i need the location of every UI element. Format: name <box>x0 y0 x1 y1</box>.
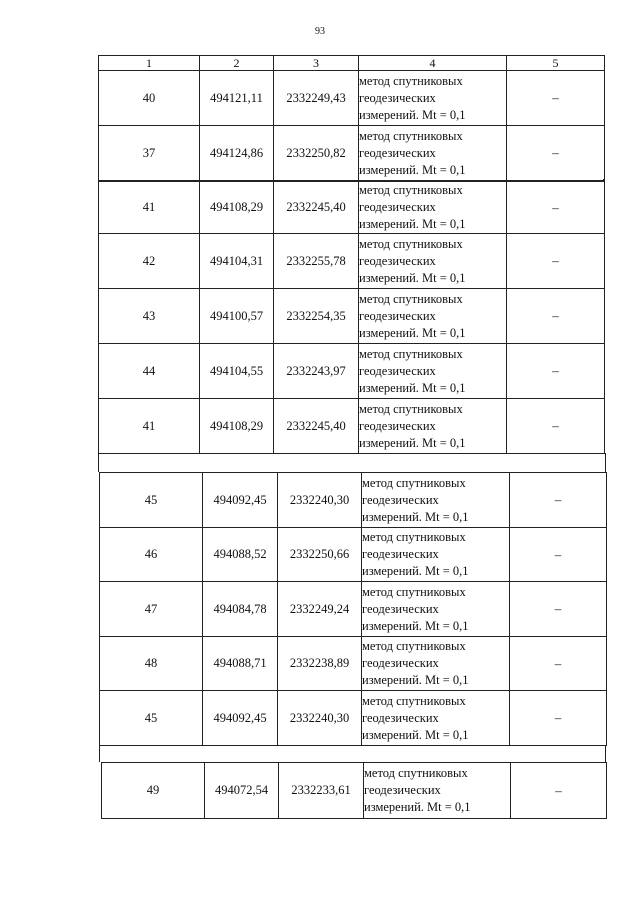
point-number-cell: 45 <box>100 691 203 746</box>
method-line: измерений. Mt = 0,1 <box>362 564 469 578</box>
method-line: измерений. Mt = 0,1 <box>362 509 469 524</box>
table-row <box>100 637 607 691</box>
method-cell <box>362 473 510 528</box>
coordinate-y-cell: 2332245,40 <box>274 399 359 454</box>
method-line: измерений. Mt = 0,1 <box>359 325 466 340</box>
method-cell <box>359 344 507 399</box>
column-number-5: 5 <box>507 56 605 71</box>
column-number-1: 1 <box>99 56 200 71</box>
method-line: метод спутниковых <box>359 183 463 197</box>
accuracy-dash-cell: – <box>510 691 607 746</box>
point-number-cell: 48 <box>100 637 203 691</box>
coordinates-table-segment <box>101 762 607 819</box>
method-cell <box>362 528 510 582</box>
method-line: метод спутниковых <box>362 530 466 544</box>
section-separator-row <box>99 745 606 762</box>
coordinate-x-cell: 494104,55 <box>200 344 274 399</box>
table-row <box>99 126 605 181</box>
method-cell <box>359 126 507 181</box>
method-cell <box>362 691 510 746</box>
method-line: метод спутниковых <box>359 401 463 416</box>
table-row <box>99 289 605 344</box>
accuracy-dash-cell: – <box>510 473 607 528</box>
method-line: измерений. Mt = 0,1 <box>362 618 469 633</box>
point-number-cell: 41 <box>99 182 200 234</box>
method-line: метод спутниковых <box>362 584 466 599</box>
table-row <box>99 182 605 234</box>
coordinate-x-cell: 494100,57 <box>200 289 274 344</box>
method-line: геодезических <box>359 363 436 378</box>
method-line: измерений. Mt = 0,1 <box>359 380 466 395</box>
accuracy-dash-cell: – <box>510 528 607 582</box>
table-row <box>99 344 605 399</box>
method-line: метод спутниковых <box>359 236 463 251</box>
accuracy-dash-cell: – <box>507 182 605 234</box>
method-line: измерений. Mt = 0,1 <box>359 435 466 450</box>
method-line: метод спутниковых <box>362 693 466 708</box>
coordinate-x-cell: 494108,29 <box>200 182 274 234</box>
method-line: измерений. Mt = 0,1 <box>359 162 466 177</box>
method-line: метод спутниковых <box>359 291 463 306</box>
method-line: геодезических <box>362 547 439 561</box>
table-row <box>100 691 607 746</box>
method-line: геодезических <box>359 200 436 214</box>
coordinates-table-segment <box>98 181 605 454</box>
method-line: геодезических <box>359 308 436 323</box>
point-number-cell: 43 <box>99 289 200 344</box>
method-line: геодезических <box>362 601 439 616</box>
table-row <box>100 528 607 582</box>
coordinate-y-cell: 2332249,24 <box>278 582 362 637</box>
table-row <box>100 582 607 637</box>
method-line: метод спутниковых <box>362 639 466 653</box>
method-cell <box>362 637 510 691</box>
coordinate-y-cell: 2332255,78 <box>274 234 359 289</box>
coordinate-x-cell: 494108,29 <box>200 399 274 454</box>
method-line: измерений. Mt = 0,1 <box>359 217 466 231</box>
coordinate-y-cell: 2332249,43 <box>274 71 359 126</box>
point-number-cell: 46 <box>100 528 203 582</box>
coordinate-x-cell: 494092,45 <box>203 691 278 746</box>
point-number-cell: 49 <box>102 763 205 819</box>
coordinate-x-cell: 494088,71 <box>203 637 278 691</box>
coordinate-x-cell: 494084,78 <box>203 582 278 637</box>
method-line: измерений. Mt = 0,1 <box>359 107 466 122</box>
coordinate-x-cell: 494104,31 <box>200 234 274 289</box>
method-line: геодезических <box>359 418 436 433</box>
method-cell <box>359 71 507 126</box>
coordinate-y-cell: 2332240,30 <box>278 691 362 746</box>
coordinate-y-cell: 2332254,35 <box>274 289 359 344</box>
method-line: измерений. Mt = 0,1 <box>362 727 469 742</box>
column-number-4: 4 <box>359 56 507 71</box>
coordinate-y-cell: 2332245,40 <box>274 182 359 234</box>
accuracy-dash-cell: – <box>511 763 607 819</box>
method-cell <box>359 399 507 454</box>
method-line: геодезических <box>359 145 436 160</box>
method-line: геодезических <box>362 710 439 725</box>
accuracy-dash-cell: – <box>507 344 605 399</box>
point-number-cell: 47 <box>100 582 203 637</box>
coordinate-x-cell: 494092,45 <box>203 473 278 528</box>
column-number-2: 2 <box>200 56 274 71</box>
method-cell <box>359 234 507 289</box>
method-line: метод спутниковых <box>364 766 468 780</box>
method-line: метод спутниковых <box>359 128 463 143</box>
method-cell <box>362 582 510 637</box>
table-row <box>99 234 605 289</box>
point-number-cell: 45 <box>100 473 203 528</box>
method-line: геодезических <box>362 656 439 670</box>
method-line: метод спутниковых <box>359 73 463 88</box>
coordinate-x-cell: 494121,11 <box>200 71 274 126</box>
accuracy-dash-cell: – <box>507 234 605 289</box>
coordinate-y-cell: 2332243,97 <box>274 344 359 399</box>
page-number: 93 <box>315 26 325 37</box>
table-row <box>99 399 605 454</box>
table-row <box>99 71 605 126</box>
accuracy-dash-cell: – <box>507 399 605 454</box>
method-line: геодезических <box>359 90 436 105</box>
point-number-cell: 40 <box>99 71 200 126</box>
method-cell <box>359 182 507 234</box>
method-line: метод спутниковых <box>362 475 466 490</box>
accuracy-dash-cell: – <box>507 126 605 181</box>
method-line: геодезических <box>362 492 439 507</box>
point-number-cell: 37 <box>99 126 200 181</box>
coordinate-x-cell: 494124,86 <box>200 126 274 181</box>
accuracy-dash-cell: – <box>507 71 605 126</box>
method-cell <box>364 763 511 819</box>
coordinates-table-segment <box>99 472 607 746</box>
coordinate-y-cell: 2332238,89 <box>278 637 362 691</box>
table-header-row <box>99 56 605 71</box>
method-cell <box>359 289 507 344</box>
coordinate-y-cell: 2332250,82 <box>274 126 359 181</box>
coordinates-table-segment <box>98 55 605 181</box>
accuracy-dash-cell: – <box>510 637 607 691</box>
method-line: геодезических <box>364 783 441 797</box>
point-number-cell: 44 <box>99 344 200 399</box>
coordinate-y-cell: 2332250,66 <box>278 528 362 582</box>
method-line: измерений. Mt = 0,1 <box>359 270 466 285</box>
accuracy-dash-cell: – <box>507 289 605 344</box>
table-row <box>102 763 607 819</box>
coordinate-x-cell: 494072,54 <box>205 763 279 819</box>
accuracy-dash-cell: – <box>510 582 607 637</box>
section-separator-row <box>98 453 606 472</box>
method-line: измерений. Mt = 0,1 <box>362 673 469 687</box>
point-number-cell: 42 <box>99 234 200 289</box>
method-line: геодезических <box>359 253 436 268</box>
method-line: измерений. Mt = 0,1 <box>364 800 471 814</box>
coordinate-y-cell: 2332240,30 <box>278 473 362 528</box>
coordinate-x-cell: 494088,52 <box>203 528 278 582</box>
coordinate-y-cell: 2332233,61 <box>279 763 364 819</box>
table-row <box>100 473 607 528</box>
method-line: метод спутниковых <box>359 346 463 361</box>
point-number-cell: 41 <box>99 399 200 454</box>
column-number-3: 3 <box>274 56 359 71</box>
